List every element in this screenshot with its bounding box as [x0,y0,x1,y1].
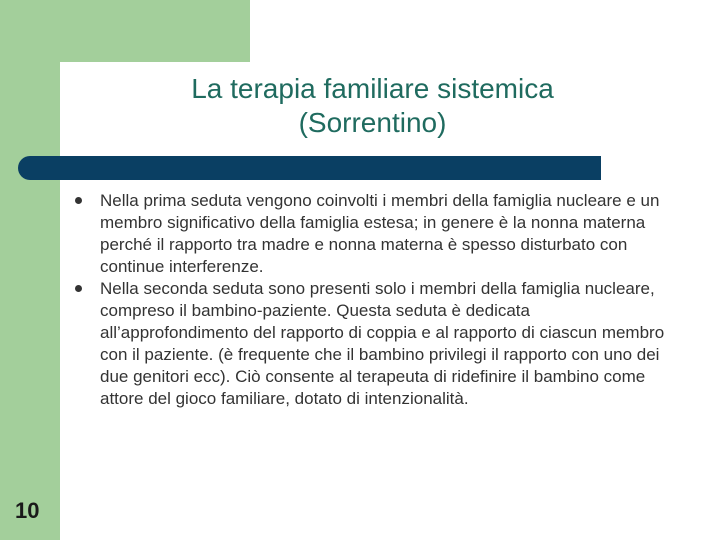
slide-title-line-2: (Sorrentino) [298,107,447,138]
bullet-text: Nella seconda seduta sono presenti solo i membri della famiglia nucleare, compreso il bambino-paziente. Questa seduta è dedicata all’approfondimento del rapporto di coppia e al rapporto di ciascun membro con il paziente. (è frequente che il bambino privilegi il rapporto con uno dei due genitori ecc). Ciò consente al terapeuta di ridefinire il bambino come attore del gioco familiare, dotato di intenzionalità. [100,279,665,408]
bullet-list [70,190,680,410]
bullet-item [70,278,680,410]
bullet-text: Nella prima seduta vengono coinvolti i membri della famiglia nucleare e un membro significativo della famiglia estesa; in genere è la nonna materna perché il rapporto tra madre e nonna materna è spesso disturbato con continue interferenze. [100,191,660,276]
title-divider-bar [18,156,601,180]
bullet-dot-icon [75,197,82,204]
bullet-dot-icon [75,285,82,292]
green-top-decoration [0,0,250,62]
green-sidebar-decoration [0,0,60,540]
slide-number: 10 [15,498,40,523]
slide-title-line-1: La terapia familiare sistemica [191,73,554,104]
bullet-item [70,190,680,278]
slide-title [100,72,645,140]
